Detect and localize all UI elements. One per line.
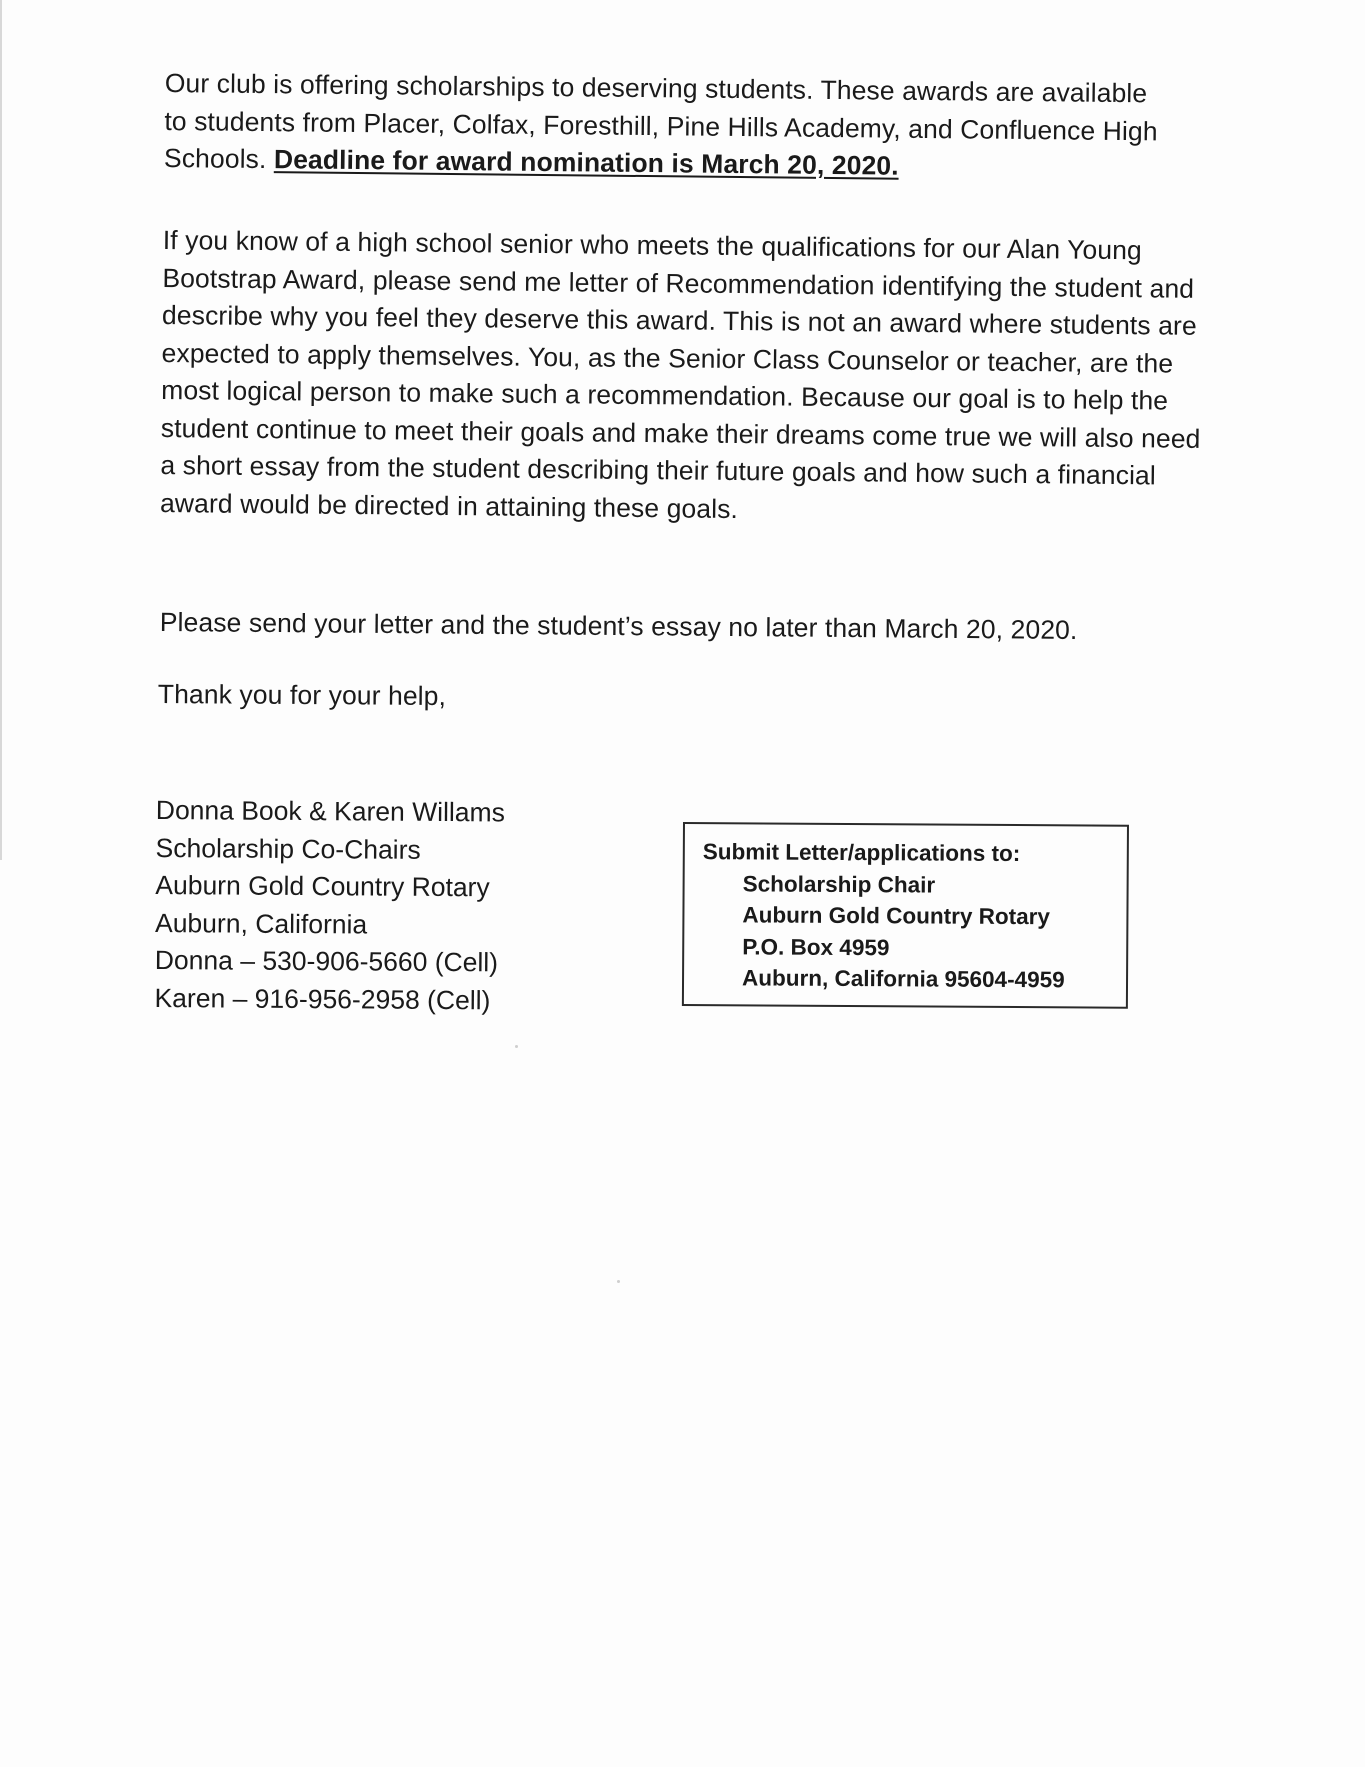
scan-edge-shadow <box>0 0 2 860</box>
submit-box-line: Auburn Gold Country Rotary <box>742 902 1051 930</box>
closing-line: Thank you for your help, <box>157 678 447 712</box>
submit-box-line: Auburn, California 95604-4959 <box>741 965 1065 993</box>
signature-block <box>154 792 616 1020</box>
scan-speck <box>515 1045 518 1048</box>
signature-organization: Auburn Gold Country Rotary <box>155 869 490 903</box>
intro-text: Our club is offering scholarships to deserving students. These awards are available to students from Placer, Colfax, Foresthill, Pine Hills Academy, and Confluence High Schools. <box>163 67 1158 175</box>
contact-donna: Donna – 530-906-5660 (Cell) <box>154 944 499 978</box>
signature-names: Donna Book & Karen Willams <box>155 794 506 828</box>
signature-location: Auburn, California <box>154 907 368 939</box>
scan-speck <box>617 1280 620 1283</box>
deadline-notice: Deadline for award nomination is March 20, 2020. <box>273 144 899 181</box>
paragraph-submission-request: Please send your letter and the student’s essay no later than March 20, 2020. <box>159 606 1078 646</box>
submit-box-heading: Submit Letter/applications to: <box>702 839 1021 867</box>
paragraph-award-description: If you know of a high school senior who meets the qualifications for our Alan Young Bootstrap Award, please send me letter of Recommendation identifying the student and describe why you feel they deserve this award. This is not an award where students are expected to apply themselves. You, as the Senior Class Counselor or teacher, are the most logical person to make such a recommendation. Because our goal is to help the student continue to meet their goals and make their dreams come true we will also need a short essay from the student describing their future goals and how such a financial award would be directed in attaining these goals. <box>159 224 1201 524</box>
paragraph-intro <box>164 65 1175 188</box>
submit-box-line: P.O. Box 4959 <box>742 933 890 960</box>
signature-role: Scholarship Co-Chairs <box>155 832 421 865</box>
submit-box-line: Scholarship Chair <box>742 870 936 898</box>
contact-karen: Karen – 916-956-2958 (Cell) <box>154 982 491 1015</box>
submit-address-box <box>682 822 1129 1009</box>
